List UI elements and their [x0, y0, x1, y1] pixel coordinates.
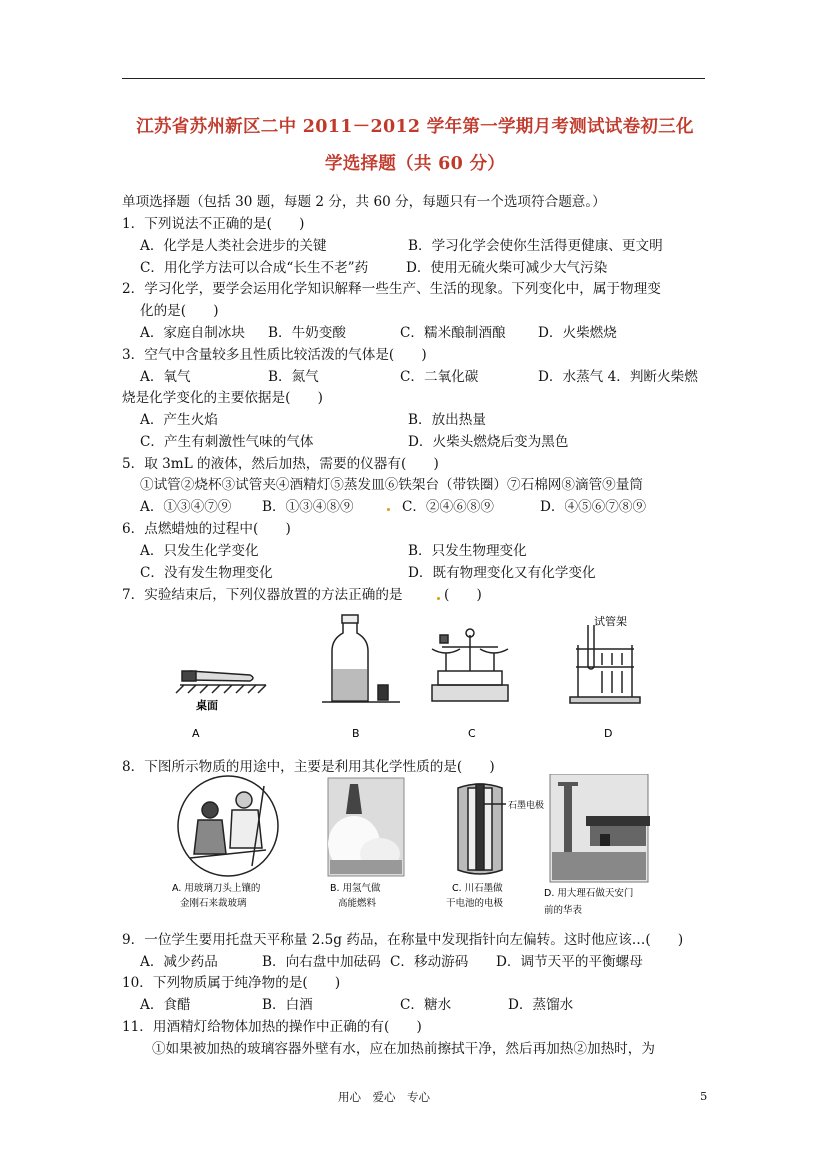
q5-option-b: B．①③④⑧⑨ [262, 499, 354, 515]
q4-option-a: A．产生火焰 [140, 412, 218, 428]
q10-stem: 10．下列物质属于纯净物的是( ) [122, 975, 341, 991]
q8-figure [170, 774, 650, 919]
q9-option-d: D．调节天平的平衡螺母 [496, 954, 643, 970]
q10-option-c: C．糖水 [400, 997, 452, 1013]
fig-d-test-tube-rack [570, 625, 640, 703]
q3-stem: 3．空气中含量较多且性质比较活泼的气体是( ) [122, 347, 427, 363]
q2-option-c: C．糯米酿制酒酿 [400, 325, 506, 341]
cap-b-line2: 高能燃料 [338, 898, 377, 909]
fig-label-a: A [192, 727, 200, 740]
cap-d-line1: D. 用大理石做天安门 [544, 888, 634, 899]
q10-option-d: D．蒸馏水 [508, 997, 574, 1013]
q5-option-c: C．②④⑥⑧⑨ [402, 499, 494, 515]
stray-mark [387, 508, 390, 511]
q11-line1: ①如果被加热的玻璃容器外壁有水，应在加热前擦拭干净，然后再加热②加热时，为 [152, 1041, 655, 1057]
q2-option-a: A．家庭自制冰块 [140, 325, 245, 341]
q6-stem: 6．点燃蜡烛的过程中( ) [122, 521, 291, 537]
q5-option-a: A．①③④⑦⑨ [140, 499, 232, 515]
q1-stem: 1．下列说法不正确的是( ) [122, 216, 305, 232]
fig-label-c: C [468, 727, 476, 740]
q7-stem: 7．实验结束后，下列仪器放置的方法正确的是 [122, 587, 403, 603]
q9-option-c: C．移动游码 [390, 954, 469, 970]
stray-mark [437, 597, 440, 600]
instructions: 单项选择题（包括 30 题，每题 2 分，共 60 分，每题只有一个选项符合题意。） [122, 194, 606, 210]
cap-d-line2: 前的华表 [544, 905, 583, 916]
page-number: 5 [700, 1089, 708, 1103]
electrode-label: 石墨电极 [508, 801, 545, 811]
q4-option-d: D．火柴头燃烧后变为黑色 [408, 434, 569, 450]
q3-option-b: B．氮气 [268, 369, 319, 385]
q3-option-c: C．二氧化碳 [400, 369, 479, 385]
q1-option-c: C．用化学方法可以合成“长生不老”药 [140, 260, 369, 276]
header-rule [122, 78, 705, 79]
q5-option-d: D．④⑤⑥⑦⑧⑨ [540, 499, 647, 515]
q2-stem-line1: 2．学习化学，要学会运用化学知识解释一些生产、生活的现象。下列变化中，属于物理变 [122, 281, 661, 297]
cap-c-line2: 干电池的电极 [446, 898, 504, 909]
q6-option-a: A．只发生化学变化 [140, 543, 259, 559]
q2-stem-line2: 化的是( ) [140, 303, 219, 319]
q10-option-b: B．白酒 [262, 997, 313, 1013]
q1-option-d: D．使用无硫火柴可减少大气污染 [406, 260, 608, 276]
fig-label-d: D [604, 727, 613, 740]
q6-option-d: D．既有物理变化又有化学变化 [408, 565, 596, 581]
q4-option-c: C．产生有刺激性气味的气体 [140, 434, 314, 450]
q2-option-d: D．火柴燃烧 [538, 325, 617, 341]
fig-a-test-tube-on-table [176, 671, 266, 693]
cap-a-line1: A. 用玻璃刀头上镶的 [172, 883, 261, 894]
page-title-line1: 江苏省苏州新区二中 2011－2012 学年第一学期月考测试试卷初三化 [136, 117, 694, 137]
q5-items: ①试管②烧杯③试管夹④酒精灯⑤蒸发皿⑥铁架台（带铁圈）⑦石棉网⑧滴管⑨量筒 [140, 477, 643, 493]
q4-option-b: B．放出热量 [408, 412, 486, 428]
fig-c-dry-cell [458, 784, 506, 874]
q7-answer-paren: ( ) [444, 587, 482, 603]
q5-stem: 5．取 3mL 的液体，然后加热，需要的仪器有( ) [122, 456, 439, 472]
fig-d-tiananmen [550, 774, 650, 882]
q4-stem: 烧是化学变化的主要依据是( ) [122, 390, 323, 406]
q11-stem: 11．用酒精灯给物体加热的操作中正确的有( ) [122, 1019, 422, 1035]
page-title-line2: 学选择题（共 60 分） [324, 154, 506, 174]
q10-option-a: A．食醋 [140, 997, 191, 1013]
q6-option-c: C．没有发生物理变化 [140, 565, 273, 581]
q9-option-a: A．减少药品 [140, 954, 218, 970]
q1-option-b: B．学习化学会使你生活得更健康、更文明 [408, 238, 663, 254]
cap-a-line2: 金刚石来裁玻璃 [180, 898, 247, 909]
fig-b-rocket-launch [328, 778, 404, 876]
fig-c-balance [432, 629, 508, 701]
q9-stem: 9．一位学生要用托盘天平称量 2.5g 药品，在称量中发现指针向左偏转。这时他应该…( ) [122, 932, 684, 948]
q9-option-b: B．向右盘中加砝码 [262, 954, 381, 970]
fig-b-bottle-with-stopper [322, 615, 400, 702]
q6-option-b: B．只发生物理变化 [408, 543, 527, 559]
cap-b-line1: B. 用氢气做 [330, 883, 381, 894]
rack-label: 试管架 [594, 615, 627, 628]
q7-figure [170, 605, 650, 750]
q2-option-b: B．牛奶变酸 [268, 325, 346, 341]
fig-label-b: B [352, 727, 360, 740]
q8-stem: 8．下图所示物质的用途中，主要是利用其化学性质的是( ) [122, 759, 495, 775]
footer-motto: 用心 爱心 专心 [338, 1090, 430, 1104]
q1-option-a: A．化学是人类社会进步的关键 [140, 238, 327, 254]
q3-option-d: D．水蒸气 4．判断火柴燃 [538, 369, 698, 385]
q3-option-a: A．氧气 [140, 369, 191, 385]
cap-c-line1: C. 川石墨做 [452, 883, 503, 894]
table-label: 桌面 [196, 699, 218, 712]
fig-a-glass-cutting [178, 776, 278, 876]
